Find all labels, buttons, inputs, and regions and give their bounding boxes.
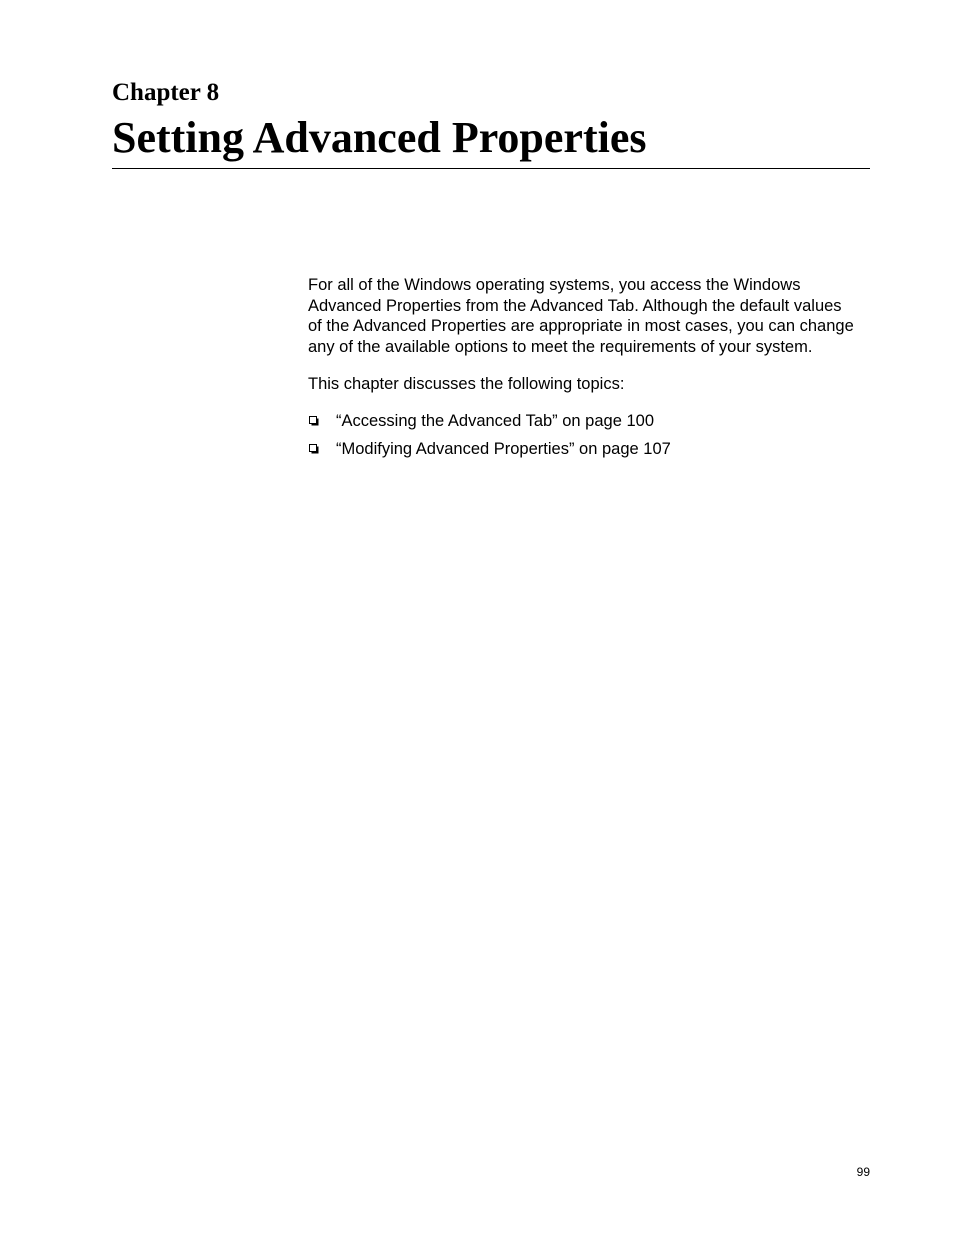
chapter-title: Setting Advanced Properties	[112, 113, 647, 162]
intro-line: of the Advanced Properties are appropriate in most cases, you can change	[308, 317, 854, 335]
title-divider	[112, 168, 870, 169]
intro-line: any of the available options to meet the requirements of your system.	[308, 337, 813, 356]
checkbox-bullet-icon	[309, 416, 319, 426]
intro-line: Advanced Properties from the Advanced Tab. Although the default values	[308, 296, 842, 315]
topics-lead: This chapter discusses the following topics:	[308, 375, 625, 393]
chapter-label: Chapter 8	[112, 79, 220, 106]
page-number: 99	[856, 1165, 870, 1179]
topic-link[interactable]: “Accessing the Advanced Tab” on page 100	[336, 412, 655, 430]
intro-line: For all of the Windows operating systems, you access the Windows	[308, 276, 801, 294]
topic-link[interactable]: “Modifying Advanced Properties” on page 107	[336, 440, 671, 458]
checkbox-bullet-icon	[309, 444, 319, 454]
intro-paragraph	[308, 275, 878, 357]
